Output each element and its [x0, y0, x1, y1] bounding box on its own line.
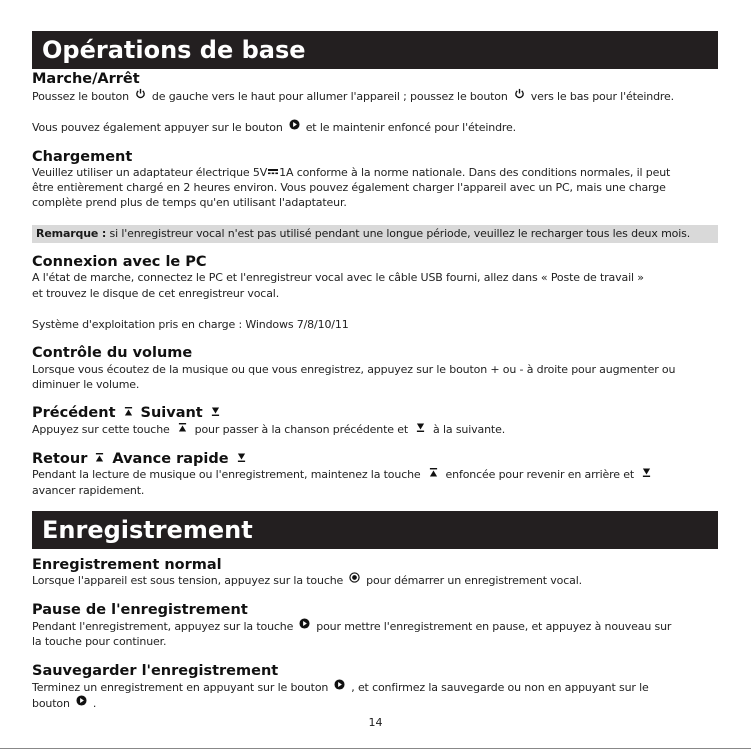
heading-pause-recording: Pause de l'enregistrement: [32, 602, 248, 618]
paragraph-rewind-2: avancer rapidement.: [32, 484, 145, 497]
section-title: Enregistrement: [42, 516, 253, 544]
prev-icon: [95, 449, 104, 467]
heading-rewind-forward: Retour Avance rapide: [32, 450, 254, 468]
record-icon: [349, 572, 360, 588]
note-label: Remarque :: [36, 227, 107, 240]
next-icon: [416, 421, 425, 437]
play-pause-icon: [289, 119, 300, 135]
play-pause-icon: [76, 695, 87, 711]
prev-icon: [429, 466, 438, 482]
paragraph-power-1: Poussez le bouton de gauche vers le haut pour allumer l'appareil ; poussez le bouton vers le bas pour l'éteindre.: [32, 90, 675, 103]
paragraph-pause-2: la touche pour continuer.: [32, 635, 167, 648]
prev-icon: [178, 421, 187, 437]
prev-icon: [124, 403, 133, 421]
note-box: [32, 225, 718, 243]
heading-charging: Chargement: [32, 149, 133, 165]
next-icon: [211, 403, 220, 421]
heading-pc-connection: Connexion avec le PC: [32, 254, 207, 270]
page-number: 14: [368, 716, 383, 729]
paragraph-charging-1: Veuillez utiliser un adaptateur électrique 5V 1A conforme à la norme nationale. Dans des conditions normales, il peut: [32, 166, 671, 179]
paragraph-prev-next: Appuyez sur cette touche pour passer à la chanson précédente et à la suivante.: [32, 423, 506, 436]
power-icon: [514, 88, 525, 104]
section-title: Opérations de base: [42, 36, 306, 64]
battery-icon: [268, 164, 278, 180]
paragraph-pc-2: et trouvez le disque de cet enregistreur vocal.: [32, 287, 280, 300]
paragraph-charging-3: complète prend plus de temps qu'en utilisant l'adaptateur.: [32, 196, 347, 209]
paragraph-pause-1: Pendant l'enregistrement, appuyez sur la touche pour mettre l'enregistrement en pause, et appuyez à nouveau sur: [32, 620, 672, 633]
heading-volume: Contrôle du volume: [32, 345, 193, 361]
next-icon: [237, 449, 246, 467]
heading-prev-next: Précédent Suivant: [32, 404, 228, 422]
heading-save-recording: Sauvegarder l'enregistrement: [32, 663, 279, 679]
paragraph-pc-1: A l'état de marche, connectez le PC et l'enregistreur vocal avec le câble USB fourni, allez dans « Poste de travail »: [32, 271, 644, 284]
next-icon: [642, 466, 651, 482]
power-icon: [135, 88, 146, 104]
paragraph-charging-2: être entièrement chargé en 2 heures environ. Vous pouvez également charger l'appareil avec un PC, mais une charge: [32, 181, 666, 194]
bottom-rule: [0, 748, 751, 749]
paragraph-volume-2: diminuer le volume.: [32, 378, 140, 391]
paragraph-volume-1: Lorsque vous écoutez de la musique ou que vous enregistrez, appuyez sur le bouton + ou - à droite pour augmenter ou: [32, 363, 676, 376]
play-pause-icon: [299, 618, 310, 634]
paragraph-normal-recording: Lorsque l'appareil est sous tension, appuyez sur la touche pour démarrer un enregistrement vocal.: [32, 574, 582, 587]
paragraph-rewind-1: Pendant la lecture de musique ou l'enregistrement, maintenez la touche enfoncée pour revenir en arrière et: [32, 467, 659, 483]
heading-power: Marche/Arrêt: [32, 71, 140, 87]
paragraph-power-2: Vous pouvez également appuyer sur le bouton et le maintenir enfoncé pour l'éteindre.: [32, 121, 517, 134]
note-text: si l'enregistreur vocal n'est pas utilisé pendant une longue période, veuillez le recharger tous les deux mois.: [109, 227, 691, 240]
paragraph-save-1: Terminez un enregistrement en appuyant sur le bouton , et confirmez la sauvegarde ou non en appuyant sur le: [32, 681, 649, 694]
paragraph-save-2: bouton .: [32, 697, 97, 710]
paragraph-pc-os: Système d'exploitation pris en charge : Windows 7/8/10/11: [32, 318, 349, 331]
play-pause-icon: [334, 679, 345, 695]
section-banner-basic-operations: [32, 31, 718, 69]
section-banner-recording: [32, 511, 718, 549]
heading-normal-recording: Enregistrement normal: [32, 557, 222, 573]
